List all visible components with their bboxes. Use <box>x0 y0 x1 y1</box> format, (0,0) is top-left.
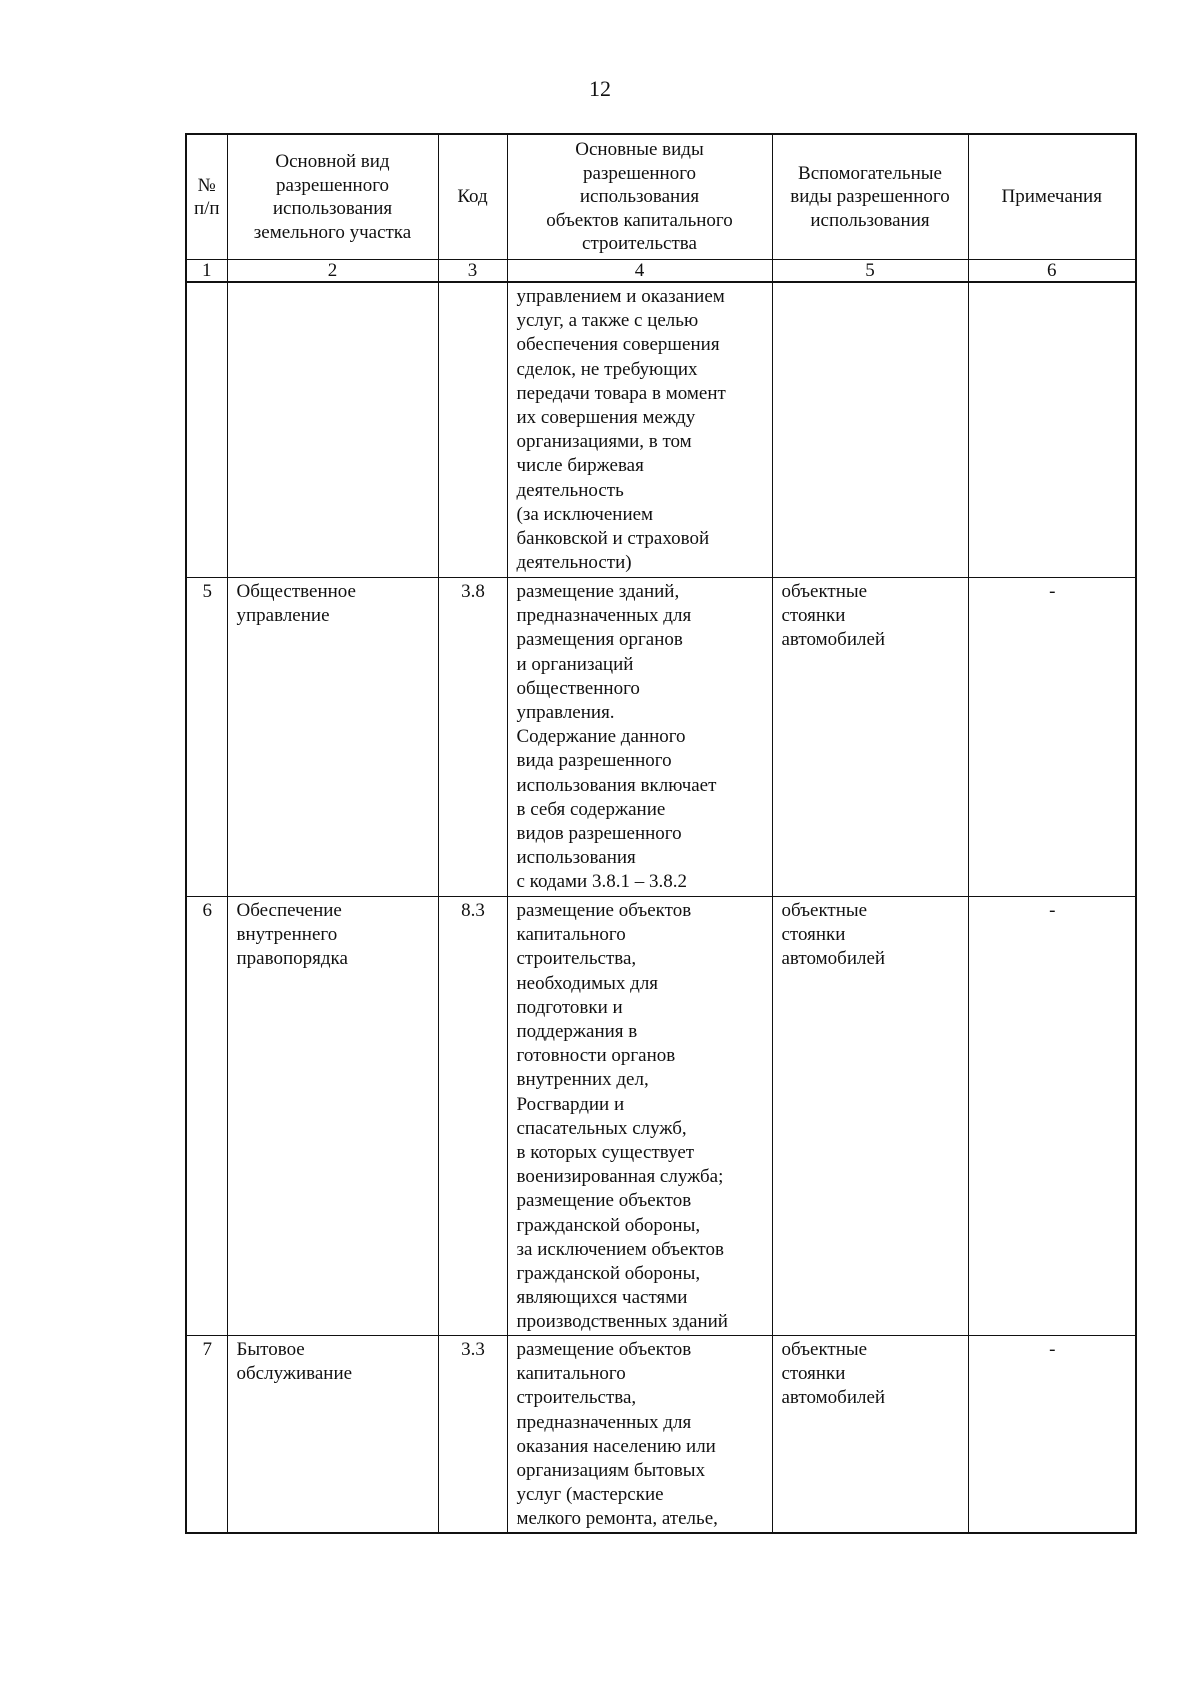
cell-line: размещения органов <box>516 629 683 651</box>
note-cell: - <box>968 897 1136 1336</box>
cell-line: организациями, в том <box>516 431 692 453</box>
table-header-row <box>186 134 1136 260</box>
cell-line: размещение объектов <box>516 1190 692 1212</box>
cell-line: правопорядка <box>236 948 348 970</box>
column-number: 1 <box>186 260 227 283</box>
header-main-use: Основной вид разрешенного использования земельного участка <box>227 134 438 260</box>
column-number: 3 <box>438 260 507 283</box>
cell-line: обеспечения совершения <box>516 334 720 356</box>
cell-line: капитального <box>516 1363 626 1385</box>
cell-line: стоянки <box>781 605 846 627</box>
cell-line: поддержания в <box>516 1021 638 1043</box>
cell-line: являющихся частями <box>516 1287 688 1309</box>
cell-line: вида разрешенного <box>516 750 672 772</box>
cell-line: Общественное <box>236 581 356 602</box>
cell-line: деятельность <box>516 479 624 501</box>
table-row <box>186 1336 1136 1534</box>
column-number: 6 <box>968 260 1136 283</box>
cell-line: услуг (мастерские <box>516 1484 664 1506</box>
cell-line: обслуживание <box>236 1363 353 1385</box>
cell-line: размещение объектов <box>516 900 692 921</box>
row-number-cell: 7 <box>186 1336 227 1534</box>
page-number: 12 <box>589 76 611 101</box>
cell-line: строительства, <box>516 948 637 970</box>
cell-line: услуг, а также с целью <box>516 310 699 332</box>
cell-line: гражданской обороны, <box>516 1214 701 1236</box>
cell-line: Содержание данного <box>516 726 686 748</box>
main-use-cell <box>227 578 438 897</box>
cell-line: управлением и оказанием <box>516 286 725 307</box>
note-cell: - <box>968 578 1136 897</box>
cell-line: автомобилей <box>781 948 886 970</box>
cell-line: Обеспечение <box>236 900 342 921</box>
cell-line: объектные <box>781 900 868 921</box>
cell-line: необходимых для <box>516 972 659 994</box>
cell-line: видов разрешенного <box>516 823 682 845</box>
header-capital-uses: Основные виды разрешенного использования объектов капитального строительства <box>507 134 772 260</box>
cell-line: использования <box>516 847 636 869</box>
cell-line: строительства, <box>516 1387 637 1409</box>
aux-uses-cell <box>772 282 968 578</box>
cell-line: их совершения между <box>516 407 696 429</box>
cell-line: управления. <box>516 702 615 724</box>
main-use-cell <box>227 897 438 1336</box>
code-cell <box>438 282 507 578</box>
cell-line: за исключением объектов <box>516 1238 724 1260</box>
cell-line: мелкого ремонта, ателье, <box>516 1508 718 1530</box>
capital-uses-cell <box>507 282 772 578</box>
cell-line: с кодами 3.8.1 – 3.8.2 <box>516 871 687 893</box>
table-row <box>186 578 1136 897</box>
aux-uses-cell <box>772 897 968 1336</box>
cell-line: готовности органов <box>516 1045 676 1067</box>
header-notes: Примечания <box>968 134 1136 260</box>
cell-line: внутреннего <box>236 924 338 946</box>
main-use-cell <box>227 1336 438 1534</box>
cell-line: в которых существует <box>516 1142 695 1164</box>
cell-line: оказания населению или <box>516 1435 716 1457</box>
cell-line: сделок, не требующих <box>516 358 698 380</box>
cell-line: Росгвардии и <box>516 1093 625 1115</box>
code-cell: 3.3 <box>438 1336 507 1534</box>
cell-line: банковской и страховой <box>516 528 710 550</box>
cell-line: (за исключением <box>516 503 654 525</box>
aux-uses-cell <box>772 578 968 897</box>
row-number-cell: 6 <box>186 897 227 1336</box>
column-number: 5 <box>772 260 968 283</box>
note-cell: - <box>968 1336 1136 1534</box>
table-body <box>186 282 1136 1533</box>
cell-line: подготовки и <box>516 996 623 1018</box>
cell-line: управление <box>236 605 330 627</box>
land-use-table <box>185 133 1137 1534</box>
cell-line: размещение объектов <box>516 1339 692 1360</box>
cell-line: деятельности) <box>516 552 632 574</box>
table-row <box>186 897 1136 1336</box>
cell-line: внутренних дел, <box>516 1069 649 1091</box>
capital-uses-cell <box>507 897 772 1336</box>
cell-line: автомобилей <box>781 629 886 651</box>
main-use-cell <box>227 282 438 578</box>
header-aux-uses: Вспомогательные виды разрешенного использования <box>772 134 968 260</box>
cell-line: предназначенных для <box>516 1411 692 1433</box>
cell-line: капитального <box>516 924 626 946</box>
capital-uses-cell <box>507 578 772 897</box>
header-num: № п/п <box>186 134 227 260</box>
aux-uses-cell <box>772 1336 968 1534</box>
cell-line: использования включает <box>516 774 717 796</box>
cell-line: размещение зданий, <box>516 581 680 602</box>
cell-line: и организаций <box>516 653 634 675</box>
row-number-cell: 5 <box>186 578 227 897</box>
cell-line: военизированная служба; <box>516 1166 724 1188</box>
header-code: Код <box>438 134 507 260</box>
cell-line: гражданской обороны, <box>516 1263 701 1285</box>
cell-line: предназначенных для <box>516 605 692 627</box>
column-number: 2 <box>227 260 438 283</box>
cell-line: числе биржевая <box>516 455 644 477</box>
table-row <box>186 282 1136 578</box>
cell-line: производственных зданий <box>516 1311 728 1333</box>
row-number-cell <box>186 282 227 578</box>
cell-line: объектные <box>781 581 868 602</box>
cell-line: объектные <box>781 1339 868 1360</box>
code-cell: 8.3 <box>438 897 507 1336</box>
code-cell: 3.8 <box>438 578 507 897</box>
column-number-row <box>186 260 1136 283</box>
cell-line: в себя содержание <box>516 798 666 820</box>
cell-line: общественного <box>516 677 640 699</box>
note-cell <box>968 282 1136 578</box>
column-number: 4 <box>507 260 772 283</box>
cell-line: организациям бытовых <box>516 1460 706 1482</box>
cell-line: автомобилей <box>781 1387 886 1409</box>
cell-line: спасательных служб, <box>516 1117 687 1139</box>
capital-uses-cell <box>507 1336 772 1534</box>
cell-line: стоянки <box>781 924 846 946</box>
cell-line: Бытовое <box>236 1339 305 1360</box>
cell-line: стоянки <box>781 1363 846 1385</box>
cell-line: передачи товара в момент <box>516 382 726 404</box>
